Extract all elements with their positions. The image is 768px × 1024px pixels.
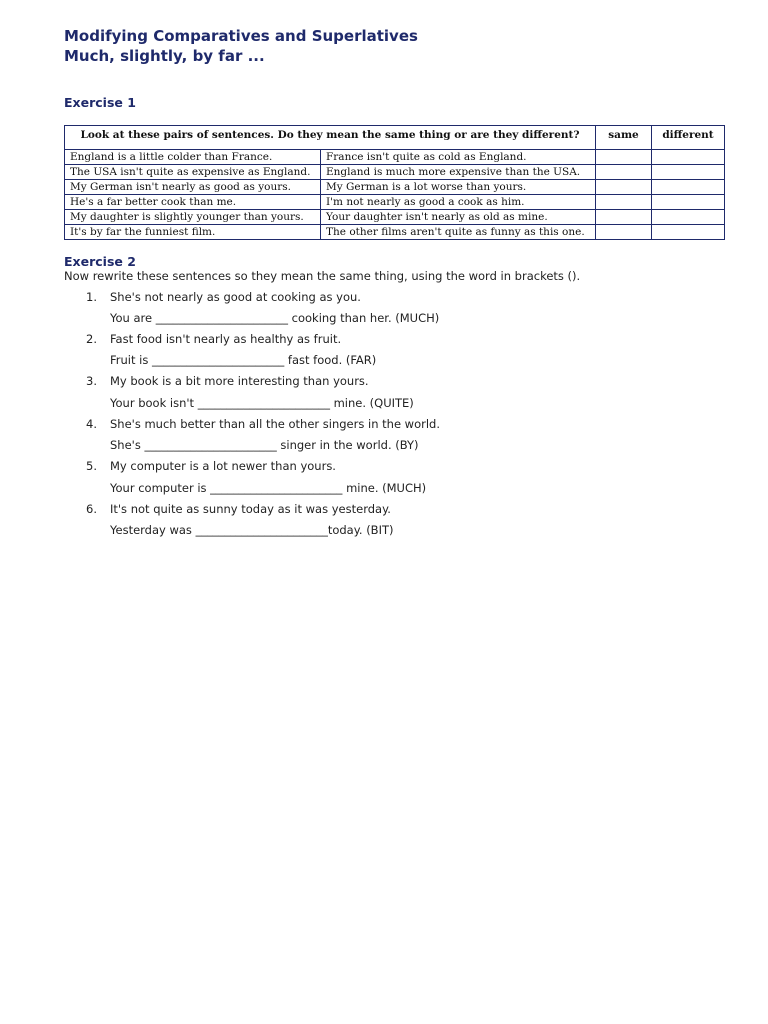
item-sentence: My computer is a lot newer than yours. — [110, 459, 336, 473]
sentence-b: Your daughter isn't nearly as old as mine. — [321, 210, 596, 225]
same-answer-cell[interactable] — [596, 150, 652, 165]
sentence-b: I'm not nearly as good a cook as him. — [321, 195, 596, 210]
item-rewrite[interactable]: Yesterday was _______________________today. (BIT) — [110, 523, 394, 537]
different-answer-cell[interactable] — [652, 225, 725, 240]
table-row — [65, 210, 725, 225]
column-same: same — [596, 126, 652, 150]
sentence-b: The other films aren't quite as funny as this one. — [321, 225, 596, 240]
sentence-b: France isn't quite as cold as England. — [321, 150, 596, 165]
item-number: 5. — [86, 459, 97, 473]
title-line-1: Modifying Comparatives and Superlatives — [64, 27, 418, 45]
item-number: 6. — [86, 502, 97, 516]
table-row — [65, 195, 725, 210]
sentence-a: It's by far the funniest film. — [65, 225, 321, 240]
item-rewrite[interactable]: Your computer is _______________________ mine. (MUCH) — [110, 481, 427, 495]
exercise-2-heading: Exercise 2 — [64, 254, 136, 269]
table-row — [65, 180, 725, 195]
same-answer-cell[interactable] — [596, 165, 652, 180]
item-sentence: It's not quite as sunny today as it was yesterday. — [110, 502, 391, 516]
item-rewrite[interactable]: Fruit is _______________________ fast food. (FAR) — [110, 353, 377, 367]
table-instruction: Look at these pairs of sentences. Do they mean the same thing or are they different? — [65, 126, 596, 150]
exercise-1-heading: Exercise 1 — [64, 95, 136, 110]
table-row — [65, 150, 725, 165]
same-answer-cell[interactable] — [596, 225, 652, 240]
different-answer-cell[interactable] — [652, 180, 725, 195]
sentence-a: My daughter is slightly younger than yours. — [65, 210, 321, 225]
same-answer-cell[interactable] — [596, 210, 652, 225]
different-answer-cell[interactable] — [652, 210, 725, 225]
same-answer-cell[interactable] — [596, 195, 652, 210]
table-row — [65, 165, 725, 180]
item-rewrite[interactable]: She's _______________________ singer in the world. (BY) — [110, 438, 419, 452]
different-answer-cell[interactable] — [652, 165, 725, 180]
sentence-a: My German isn't nearly as good as yours. — [65, 180, 321, 195]
different-answer-cell[interactable] — [652, 150, 725, 165]
item-sentence: Fast food isn't nearly as healthy as fruit. — [110, 332, 342, 346]
item-number: 2. — [86, 332, 97, 346]
sentence-a: England is a little colder than France. — [65, 150, 321, 165]
same-answer-cell[interactable] — [596, 180, 652, 195]
item-sentence: She's much better than all the other singers in the world. — [110, 417, 440, 431]
sentence-b: England is much more expensive than the USA. — [321, 165, 596, 180]
item-sentence: She's not nearly as good at cooking as you. — [110, 290, 361, 304]
title-line-2: Much, slightly, by far ... — [64, 47, 265, 65]
exercise-1-table — [64, 125, 725, 240]
item-number: 4. — [86, 417, 97, 431]
page-title — [64, 26, 418, 66]
item-rewrite[interactable]: Your book isn't _______________________ mine. (QUITE) — [110, 396, 414, 410]
item-rewrite[interactable]: You are _______________________ cooking than her. (MUCH) — [110, 311, 440, 325]
item-number: 1. — [86, 290, 97, 304]
sentence-b: My German is a lot worse than yours. — [321, 180, 596, 195]
table-row — [65, 225, 725, 240]
sentence-a: He's a far better cook than me. — [65, 195, 321, 210]
different-answer-cell[interactable] — [652, 195, 725, 210]
column-different: different — [652, 126, 725, 150]
item-number: 3. — [86, 374, 97, 388]
exercise-2-intro: Now rewrite these sentences so they mean the same thing, using the word in brackets (). — [64, 269, 581, 283]
sentence-a: The USA isn't quite as expensive as England. — [65, 165, 321, 180]
item-sentence: My book is a bit more interesting than yours. — [110, 374, 369, 388]
table-header-row — [65, 126, 725, 150]
